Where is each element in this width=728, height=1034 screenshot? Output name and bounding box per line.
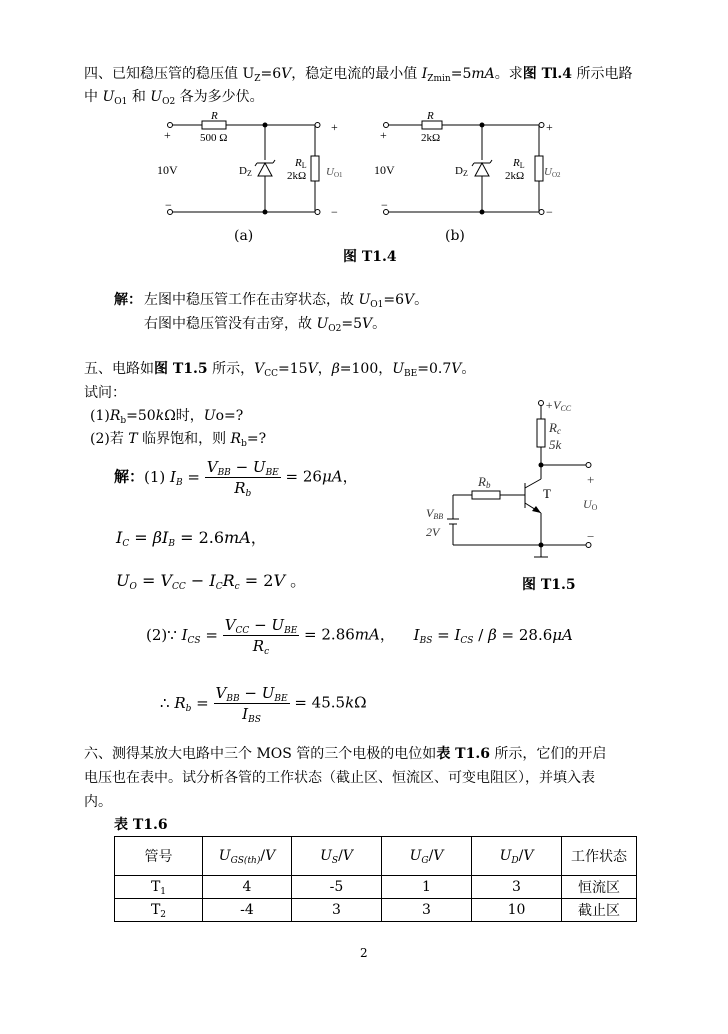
table-t1-6	[114, 836, 637, 922]
circuit-a-r-label: R	[211, 110, 218, 122]
table-cell: 3	[382, 899, 472, 922]
table-cell: -5	[292, 876, 382, 899]
table-header-cell: $U_G/V$	[382, 837, 472, 876]
page-number: 2	[360, 946, 368, 960]
circuit-a-plus-in: +	[164, 128, 171, 142]
q4-line-2: 中 $U_{O1}$ 和 $U_{O2}$ 各为多少伏。	[84, 89, 264, 107]
circuit-a-dz-label: DZ	[239, 165, 252, 178]
circuit-b-minus-out: −	[546, 205, 553, 219]
circuit-b-source: 10V	[374, 163, 395, 177]
figure-t1-4-caption: 图 T1.4	[343, 249, 397, 265]
q5-equation-5: ∴ $R_b$ = $\frac{V_{BB} - U_{BE}}{I_{BS}}$ = 45.5kΩ	[160, 684, 367, 725]
table-cell: 1	[382, 876, 472, 899]
transistor-t-label: T	[543, 486, 551, 501]
q5-equation-4: (2)∵ $I_{CS}$ = $\frac{V_{CC} - U_{BE}}{R_c}$ = 2.86mA， $I_{BS} = I_{CS} / \beta = 28.6\mu A$	[146, 616, 573, 657]
circuit-b-minus-in: −	[381, 198, 388, 212]
circuit-b-r-value: 2kΩ	[421, 132, 441, 144]
table-t1-6-title: 表 T1.6	[114, 817, 168, 833]
circuit-b-rl-value: 2kΩ	[505, 170, 525, 182]
circuit-a-source: 10V	[157, 163, 178, 177]
q6-line-2: 电压也在表中。试分析各管的工作状态（截止区、恒流区、可变电阻区），并填入表	[84, 770, 595, 786]
table-row	[115, 899, 637, 922]
table-row	[115, 876, 637, 899]
circuit-b-plus-out: +	[546, 120, 553, 134]
table-header-row	[115, 837, 637, 876]
table-header-cell: 工作状态	[562, 837, 637, 876]
circuit-b-r-label: R	[427, 110, 434, 122]
table-cell: 3	[472, 876, 562, 899]
circuit-a-rl-value: 2kΩ	[287, 170, 307, 182]
table-cell: 截止区	[562, 899, 637, 922]
table-cell: 恒流区	[562, 876, 637, 899]
table-header-cell: $U_D/V$	[472, 837, 562, 876]
vbb-value: 2V	[426, 525, 440, 539]
rc-value: 5k	[549, 437, 562, 452]
q4-line-1: 四、已知稳压管的稳压值 $U_Z=6V$，稳定电流的最小值 $I_{Zmin}=5mA$。求图 Tl.4 所示电路	[84, 66, 633, 84]
q5-solution-label: 解：	[114, 467, 145, 486]
circuit-t1-5-diagram	[420, 393, 610, 565]
circuit-b-rl-label: RL	[513, 157, 525, 170]
circuit-a-output-label: UO1	[326, 166, 343, 179]
table-cell: 10	[472, 899, 562, 922]
circuit-a-caption: (a)	[234, 228, 254, 244]
table-header-cell: $U_{GS(th)}/V$	[203, 837, 292, 876]
circuit-b-dz-label: DZ	[455, 165, 468, 178]
circuit-b-plus-in: +	[380, 128, 387, 142]
table-cell: 3	[292, 899, 382, 922]
q5-item-2: (2)若 T 临界饱和，则 $R_b=$?	[90, 431, 267, 449]
circuit-b-diagram	[366, 108, 576, 220]
uo-minus: −	[587, 529, 595, 544]
q5-equation-2: $I_C = \beta I_B = 2.6mA$，	[116, 528, 267, 549]
q4-solution-line-2: 右图中稳压管没有击穿，故 $U_{O2}=5V$。	[144, 316, 387, 334]
table-cell: 4	[203, 876, 292, 899]
circuit-a-minus-in: −	[165, 198, 172, 212]
figure-t1-5-caption: 图 T1.5	[522, 577, 576, 593]
table-cell: $T_1$	[115, 876, 203, 899]
circuit-b-caption: (b)	[445, 228, 465, 244]
q6-line-1: 六、测得某放大电路中三个 MOS 管的三个电极的电位如表 T1.6 所示，它们的开启	[84, 746, 607, 762]
uo-label: UO	[583, 497, 598, 512]
vcc-label: +VCC	[545, 398, 572, 413]
table-header-cell: 管号	[115, 837, 203, 876]
q4-solution-line-1: 左图中稳压管工作在击穿状态，故 $U_{O1}=6V$。	[144, 292, 429, 310]
circuit-a-rl-label: RL	[295, 157, 307, 170]
circuit-b-output-label: UO2	[544, 166, 561, 179]
rb-label: Rb	[478, 474, 491, 490]
table-cell: -4	[203, 899, 292, 922]
circuit-a-diagram	[150, 108, 350, 220]
q6-line-3: 内。	[84, 794, 112, 810]
vbb-label: VBB	[426, 506, 444, 521]
q5-line-2: 试问：	[84, 385, 126, 401]
q5-equation-1: 解：(1) $I_B$ = $\frac{V_{BB} - U_{BE}}{R_b}$ = 26μA，	[114, 458, 358, 499]
table-header-cell: $U_S/V$	[292, 837, 382, 876]
circuit-a-minus-out: −	[331, 205, 338, 219]
circuit-a-r-value: 500 Ω	[200, 132, 228, 144]
uo-plus: +	[587, 472, 595, 487]
q4-solution-label: 解：	[114, 292, 142, 308]
rc-label: Rc	[549, 420, 561, 436]
table-cell: $T_2$	[115, 899, 203, 922]
q5-item-1: $(1)R_b=50k\Omega$时，Uo=?	[90, 408, 244, 426]
circuit-a-plus-out: +	[331, 120, 338, 134]
q5-line-1: 五、电路如图 T1.5 所示，$V_{CC}=15V$，β=100，$U_{BE}=0.7V$。	[84, 361, 476, 379]
q5-equation-3: $U_O = V_{CC} - I_CR_c = 2V$ 。	[116, 571, 307, 592]
